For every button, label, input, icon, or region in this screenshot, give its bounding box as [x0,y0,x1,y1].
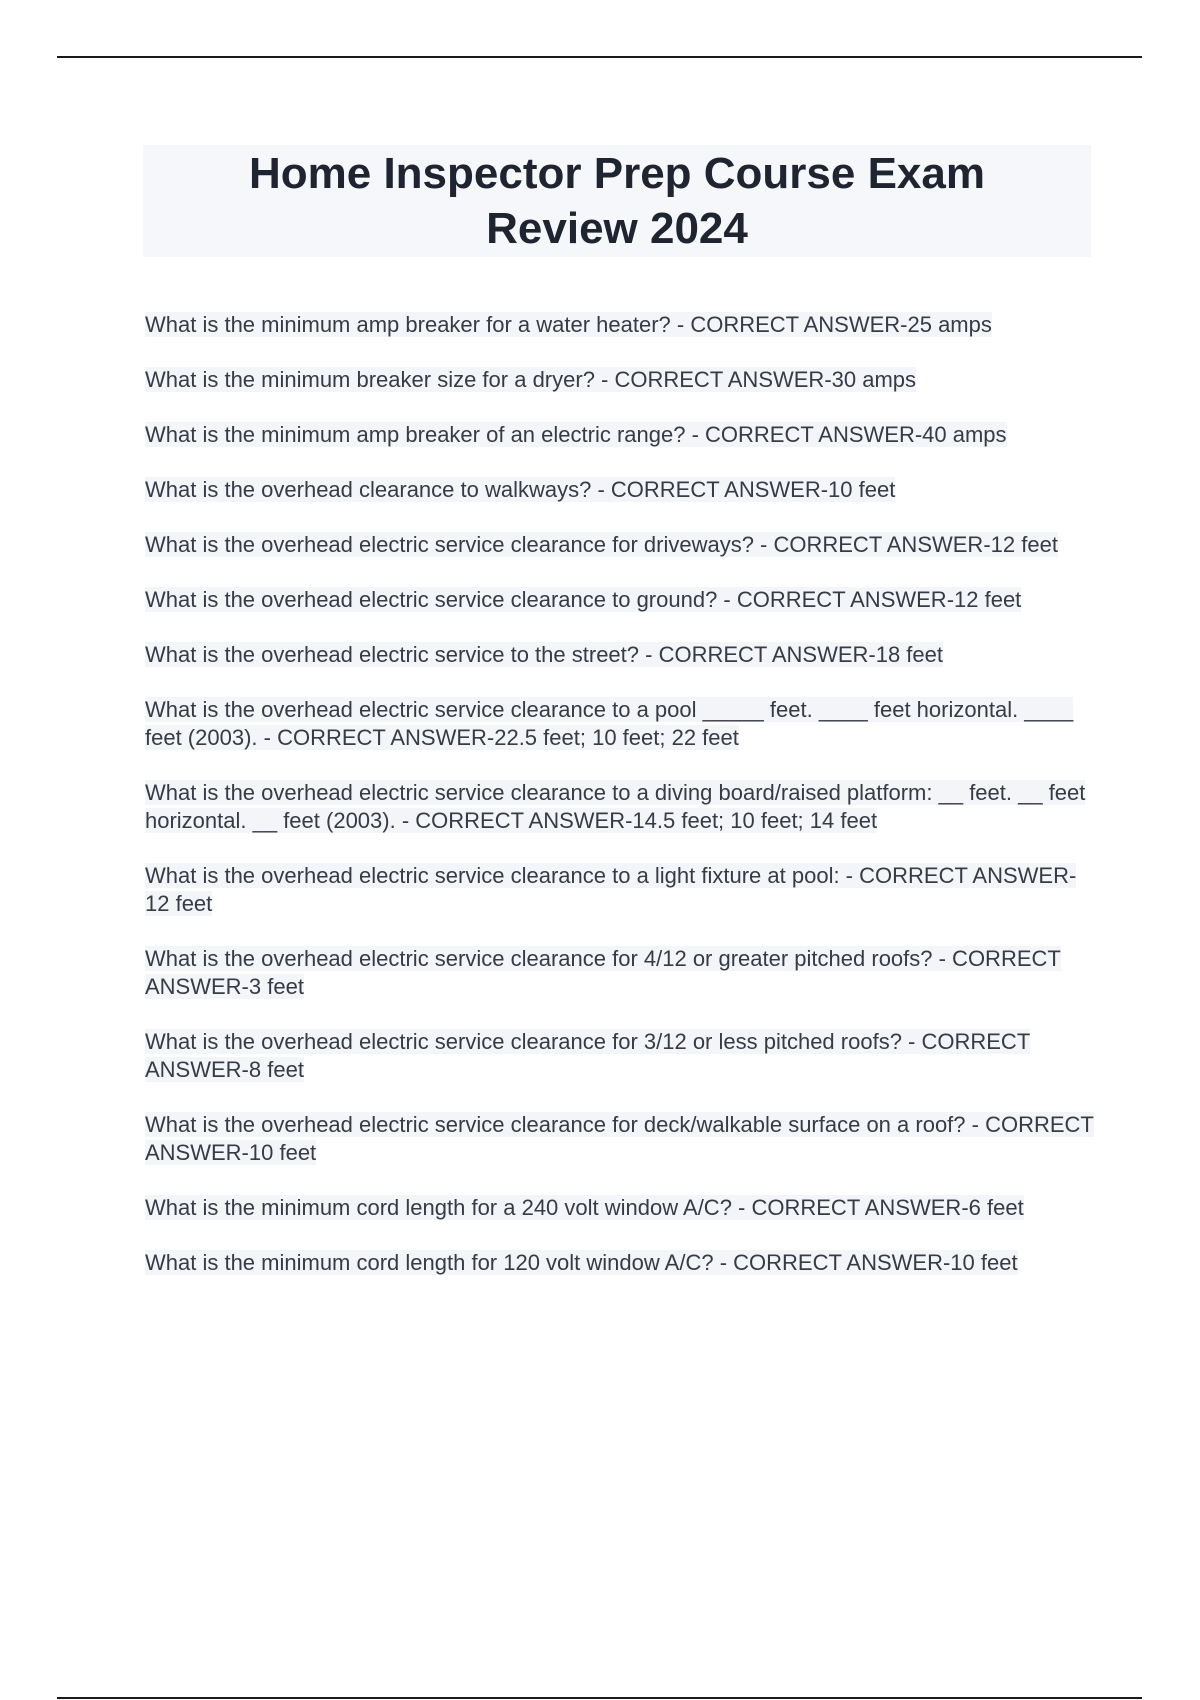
qa-text: What is the overhead electric service to the street? - CORRECT ANSWER-18 feet [145,642,944,667]
qa-item [145,1028,1095,1084]
qa-text: What is the overhead electric service clearance for 4/12 or greater pitched roofs? - CORRECT ANSWER-3 feet [145,946,1061,999]
qa-item [145,1194,1095,1222]
qa-text: What is the overhead clearance to walkways? - CORRECT ANSWER-10 feet [145,477,896,502]
qa-item [145,779,1095,835]
qa-item [145,641,1095,669]
qa-item [145,311,1095,339]
qa-text: What is the minimum amp breaker for a water heater? - CORRECT ANSWER-25 amps [145,312,992,337]
qa-text: What is the overhead electric service clearance to a light fixture at pool: - CORRECT ANSWER-12 feet [145,863,1077,916]
qa-item [145,696,1095,752]
qa-item [145,531,1095,559]
qa-text: What is the overhead electric service clearance to a diving board/raised platform: __ feet. __ feet horizontal. __ feet (2003). - CORRECT ANSWER-14.5 feet; 10 feet; 14 feet [145,780,1086,833]
header-rule [57,56,1142,58]
qa-item [145,476,1095,504]
qa-list [145,311,1095,1304]
qa-text: What is the overhead electric service clearance to a pool _____ feet. ____ feet horizontal. ____ feet (2003). - CORRECT ANSWER-22.5 feet; 10 feet; 22 feet [145,697,1074,750]
qa-text: What is the overhead electric service clearance for driveways? - CORRECT ANSWER-12 feet [145,532,1058,557]
qa-item [145,1249,1095,1277]
qa-item [145,1111,1095,1167]
qa-text: What is the minimum breaker size for a dryer? - CORRECT ANSWER-30 amps [145,367,917,392]
qa-text: What is the overhead electric service clearance for 3/12 or less pitched roofs? - CORRECT ANSWER-8 feet [145,1029,1031,1082]
footer-rule [57,1697,1142,1699]
qa-item [145,421,1095,449]
document-title: Home Inspector Prep Course Exam Review 2024 [248,149,985,253]
qa-item [145,945,1095,1001]
qa-item [145,862,1095,918]
qa-text: What is the minimum cord length for a 240 volt window A/C? - CORRECT ANSWER-6 feet [145,1195,1024,1220]
qa-text: What is the overhead electric service clearance to ground? - CORRECT ANSWER-12 feet [145,587,1022,612]
qa-text: What is the minimum amp breaker of an electric range? - CORRECT ANSWER-40 amps [145,422,1007,447]
qa-text: What is the overhead electric service clearance for deck/walkable surface on a roof? - CORRECT ANSWER-10 feet [145,1112,1094,1165]
title-banner [143,145,1091,257]
qa-text: What is the minimum cord length for 120 volt window A/C? - CORRECT ANSWER-10 feet [145,1250,1018,1275]
qa-item [145,366,1095,394]
qa-item [145,586,1095,614]
